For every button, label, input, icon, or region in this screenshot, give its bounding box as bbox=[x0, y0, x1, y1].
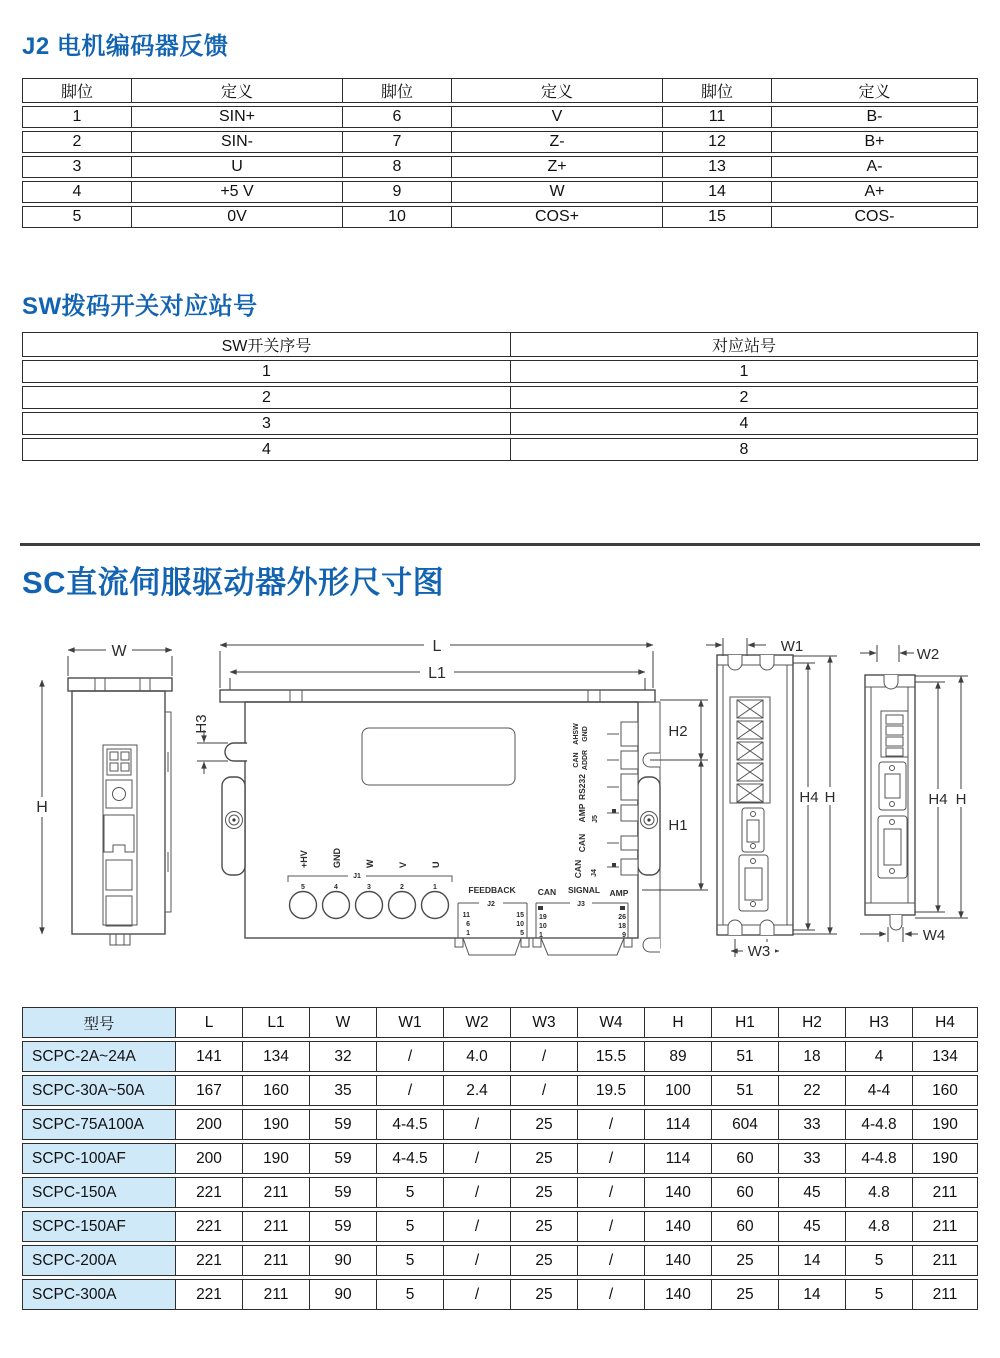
j2-title: FEEDBACK bbox=[468, 885, 516, 895]
table-cell: 89 bbox=[644, 1041, 711, 1072]
table-cell: 7 bbox=[342, 131, 451, 153]
header-cell: 型号 bbox=[22, 1007, 175, 1038]
table-cell: 114 bbox=[644, 1109, 711, 1140]
table-cell: 18 bbox=[778, 1041, 845, 1072]
table-cell: 211 bbox=[912, 1279, 978, 1310]
side-connector-label: AMP bbox=[577, 803, 587, 823]
table-cell: V bbox=[451, 106, 662, 128]
side-view-right bbox=[860, 645, 970, 944]
dim-label-w2: W2 bbox=[916, 646, 940, 663]
dim-label-w: W bbox=[111, 643, 127, 660]
table-cell: 221 bbox=[175, 1279, 242, 1310]
dim-label-h3: H3 bbox=[193, 714, 210, 734]
header-cell: 定义 bbox=[771, 78, 978, 103]
table-cell: / bbox=[443, 1109, 510, 1140]
table-row bbox=[22, 1177, 978, 1208]
table-cell: 221 bbox=[175, 1245, 242, 1276]
table-cell: 200 bbox=[175, 1143, 242, 1174]
pin-number: 1 bbox=[539, 932, 543, 939]
header-cell: 对应站号 bbox=[510, 332, 978, 357]
table-cell: 5 bbox=[376, 1245, 443, 1276]
table-cell: 221 bbox=[175, 1177, 242, 1208]
table-cell: B- bbox=[771, 106, 978, 128]
table-cell: 90 bbox=[309, 1279, 376, 1310]
terminal-block bbox=[737, 700, 763, 802]
dim-label-l: L bbox=[432, 638, 442, 655]
bottom-view bbox=[706, 638, 839, 960]
pin-number: 10 bbox=[539, 923, 547, 930]
table-cell: 3 bbox=[22, 412, 510, 435]
header-cell: 脚位 bbox=[342, 78, 451, 103]
table-cell: 2 bbox=[22, 131, 131, 153]
table-cell: 211 bbox=[242, 1177, 309, 1208]
header-cell: H4 bbox=[912, 1007, 978, 1038]
header-cell: H3 bbox=[845, 1007, 912, 1038]
dim-label-h4: H4 bbox=[928, 791, 948, 808]
table-cell: 45 bbox=[778, 1177, 845, 1208]
table-cell: 1 bbox=[510, 360, 978, 383]
table-cell: 4 bbox=[510, 412, 978, 435]
j3-label: J3 bbox=[577, 901, 585, 908]
j2-label: J2 bbox=[487, 901, 495, 908]
header-cell: L bbox=[175, 1007, 242, 1038]
table-cell: 10 bbox=[342, 206, 451, 228]
table-cell: 134 bbox=[912, 1041, 978, 1072]
table-cell: 1 bbox=[22, 360, 510, 383]
table-cell: 190 bbox=[912, 1143, 978, 1174]
table-cell: 5 bbox=[376, 1177, 443, 1208]
pin-number: 1 bbox=[466, 930, 470, 937]
table-cell: 211 bbox=[242, 1211, 309, 1242]
table-row bbox=[22, 106, 978, 128]
table-cell: 33 bbox=[778, 1143, 845, 1174]
pin-number: 6 bbox=[466, 921, 470, 928]
j3-signal-connector bbox=[536, 885, 629, 939]
table-cell: 25 bbox=[510, 1211, 577, 1242]
table-cell: SCPC-150A bbox=[22, 1177, 175, 1208]
terminal-label: +HV bbox=[299, 850, 309, 868]
table-cell: U bbox=[131, 156, 342, 178]
table-cell: 0V bbox=[131, 206, 342, 228]
dim-label-h: H bbox=[824, 789, 836, 806]
table-cell: / bbox=[577, 1143, 644, 1174]
table-cell: 211 bbox=[912, 1245, 978, 1276]
outline-dimension-diagram bbox=[0, 612, 1000, 1004]
header-cell: H2 bbox=[778, 1007, 845, 1038]
table-cell: 13 bbox=[662, 156, 771, 178]
table-cell: Z- bbox=[451, 131, 662, 153]
side-view-left bbox=[32, 641, 172, 945]
table-cell: 4-4 bbox=[845, 1075, 912, 1106]
table-cell: 140 bbox=[644, 1279, 711, 1310]
table-row bbox=[22, 1211, 978, 1242]
table-cell: 32 bbox=[309, 1041, 376, 1072]
table-cell: 5 bbox=[376, 1279, 443, 1310]
table-cell: 60 bbox=[711, 1143, 778, 1174]
table-cell: 4-4.5 bbox=[376, 1109, 443, 1140]
j3-amp-label: AMP bbox=[609, 888, 629, 898]
table-row bbox=[22, 412, 978, 435]
table-cell: SCPC-200A bbox=[22, 1245, 175, 1276]
table-cell: 167 bbox=[175, 1075, 242, 1106]
table-cell: 4.8 bbox=[845, 1211, 912, 1242]
j3-title: SIGNAL bbox=[567, 885, 601, 895]
pin-number: 18 bbox=[618, 923, 626, 930]
pin-number: 4 bbox=[334, 884, 338, 891]
pin-number: 5 bbox=[301, 884, 305, 891]
table-cell: 190 bbox=[242, 1143, 309, 1174]
pin-number: 11 bbox=[462, 912, 470, 919]
table-row bbox=[22, 1075, 978, 1106]
divider-line bbox=[20, 543, 980, 546]
table-cell: 4 bbox=[845, 1041, 912, 1072]
table-cell: 221 bbox=[175, 1211, 242, 1242]
terminal-label: V bbox=[398, 861, 408, 868]
table-cell: 25 bbox=[510, 1245, 577, 1276]
table-cell: 211 bbox=[242, 1245, 309, 1276]
front-view bbox=[193, 636, 708, 955]
table-cell: 4-4.8 bbox=[845, 1109, 912, 1140]
table-cell: 45 bbox=[778, 1211, 845, 1242]
j1-label: J1 bbox=[353, 873, 361, 880]
pin-number: 1 bbox=[433, 884, 437, 891]
table-row bbox=[22, 1109, 978, 1140]
pin-number: 15 bbox=[516, 912, 524, 919]
table-cell: 190 bbox=[242, 1109, 309, 1140]
table-cell: SCPC-2A~24A bbox=[22, 1041, 175, 1072]
table-cell: 140 bbox=[644, 1177, 711, 1208]
header-cell: 定义 bbox=[131, 78, 342, 103]
table-cell: B+ bbox=[771, 131, 978, 153]
table-cell: / bbox=[577, 1177, 644, 1208]
table-cell: SCPC-30A~50A bbox=[22, 1075, 175, 1106]
side-connector-label: CAN bbox=[577, 833, 587, 853]
dim-label-h1: H1 bbox=[668, 817, 688, 834]
dim-label-w4: W4 bbox=[922, 927, 946, 944]
header-cell: H bbox=[644, 1007, 711, 1038]
j3-can-label: CAN bbox=[537, 887, 557, 897]
dim-label-w1: W1 bbox=[780, 638, 804, 655]
table-cell: / bbox=[443, 1245, 510, 1276]
side-connector-label: GND bbox=[582, 726, 589, 742]
table-cell: 59 bbox=[309, 1211, 376, 1242]
table-cell: 59 bbox=[309, 1143, 376, 1174]
table-cell: 2 bbox=[510, 386, 978, 409]
table-cell: 5 bbox=[845, 1245, 912, 1276]
side-connector-label: CAN bbox=[573, 859, 583, 879]
table-cell: 4-4.5 bbox=[376, 1143, 443, 1174]
pin-number: 9 bbox=[622, 932, 626, 939]
table-cell: 35 bbox=[309, 1075, 376, 1106]
table-row bbox=[22, 206, 978, 228]
header-cell: 脚位 bbox=[22, 78, 131, 103]
header-cell: W3 bbox=[510, 1007, 577, 1038]
table-cell: / bbox=[443, 1279, 510, 1310]
table-row bbox=[22, 1041, 978, 1072]
table-cell: / bbox=[577, 1279, 644, 1310]
pin-number: 2 bbox=[400, 884, 404, 891]
table-cell: / bbox=[443, 1211, 510, 1242]
table-cell: 51 bbox=[711, 1075, 778, 1106]
table-cell: 25 bbox=[510, 1279, 577, 1310]
table-cell: Z+ bbox=[451, 156, 662, 178]
table-cell: W bbox=[451, 181, 662, 203]
table-cell: 15.5 bbox=[577, 1041, 644, 1072]
table-row bbox=[22, 360, 978, 383]
header-cell: W4 bbox=[577, 1007, 644, 1038]
table-cell: 60 bbox=[711, 1177, 778, 1208]
dim-label-h: H bbox=[955, 791, 967, 808]
table-cell: 190 bbox=[912, 1109, 978, 1140]
header-row bbox=[22, 1007, 978, 1038]
table-cell: 51 bbox=[711, 1041, 778, 1072]
table-cell: 4 bbox=[22, 181, 131, 203]
table-row bbox=[22, 181, 978, 203]
table-cell: 211 bbox=[242, 1279, 309, 1310]
encoder-section-title: J2 电机编码器反馈 bbox=[22, 33, 229, 60]
side-connector-label: RS232 bbox=[577, 774, 587, 800]
table-cell: 9 bbox=[342, 181, 451, 203]
table-cell: 160 bbox=[242, 1075, 309, 1106]
table-cell: A+ bbox=[771, 181, 978, 203]
table-cell: 5 bbox=[376, 1211, 443, 1242]
header-cell: L1 bbox=[242, 1007, 309, 1038]
table-cell: 59 bbox=[309, 1177, 376, 1208]
dim-label-h4: H4 bbox=[799, 789, 819, 806]
table-cell: 4 bbox=[22, 438, 510, 461]
sw-station-table bbox=[22, 329, 978, 464]
table-cell: 15 bbox=[662, 206, 771, 228]
table-cell: 25 bbox=[510, 1143, 577, 1174]
table-row bbox=[22, 1143, 978, 1174]
table-row bbox=[22, 386, 978, 409]
pin-number: 3 bbox=[367, 884, 371, 891]
table-cell: 14 bbox=[778, 1245, 845, 1276]
table-cell: 4.0 bbox=[443, 1041, 510, 1072]
table-cell: 211 bbox=[912, 1211, 978, 1242]
header-cell: SW开关序号 bbox=[22, 332, 510, 357]
table-cell: COS+ bbox=[451, 206, 662, 228]
pin-number: 26 bbox=[618, 914, 626, 921]
table-cell: 4-4.8 bbox=[845, 1143, 912, 1174]
table-cell: 160 bbox=[912, 1075, 978, 1106]
dim-label-h: H bbox=[36, 799, 48, 816]
table-cell: SIN+ bbox=[131, 106, 342, 128]
table-cell: / bbox=[443, 1143, 510, 1174]
table-cell: / bbox=[510, 1041, 577, 1072]
dimensions-section-title: SC直流伺服驱动器外形尺寸图 bbox=[22, 565, 445, 600]
table-cell: COS- bbox=[771, 206, 978, 228]
terminal-label: U bbox=[431, 861, 441, 868]
table-cell: 25 bbox=[510, 1109, 577, 1140]
header-row bbox=[22, 332, 978, 357]
table-cell: SCPC-150AF bbox=[22, 1211, 175, 1242]
table-cell: 90 bbox=[309, 1245, 376, 1276]
j1-terminals bbox=[288, 848, 452, 919]
table-cell: / bbox=[510, 1075, 577, 1106]
header-cell: 定义 bbox=[451, 78, 662, 103]
table-cell: SIN- bbox=[131, 131, 342, 153]
side-connector-label: CAN bbox=[573, 752, 580, 768]
table-cell: 140 bbox=[644, 1245, 711, 1276]
table-cell: 25 bbox=[711, 1245, 778, 1276]
header-cell: W bbox=[309, 1007, 376, 1038]
table-cell: 4.8 bbox=[845, 1177, 912, 1208]
table-cell: 60 bbox=[711, 1211, 778, 1242]
table-cell: 211 bbox=[912, 1177, 978, 1208]
table-cell: 2 bbox=[22, 386, 510, 409]
table-cell: 100 bbox=[644, 1075, 711, 1106]
side-connector-label: AHSW bbox=[573, 723, 580, 745]
table-cell: 25 bbox=[510, 1177, 577, 1208]
table-cell: 200 bbox=[175, 1109, 242, 1140]
header-cell: H1 bbox=[711, 1007, 778, 1038]
table-cell: 22 bbox=[778, 1075, 845, 1106]
table-cell: SCPC-300A bbox=[22, 1279, 175, 1310]
dim-label-h2: H2 bbox=[668, 723, 688, 740]
table-cell: / bbox=[443, 1177, 510, 1208]
table-row bbox=[22, 131, 978, 153]
table-cell: 6 bbox=[342, 106, 451, 128]
table-cell: 14 bbox=[778, 1279, 845, 1310]
table-cell: / bbox=[376, 1041, 443, 1072]
table-cell: 11 bbox=[662, 106, 771, 128]
sw-section-title: SW拨码开关对应站号 bbox=[22, 293, 258, 320]
table-cell: 33 bbox=[778, 1109, 845, 1140]
table-cell: 114 bbox=[644, 1143, 711, 1174]
table-cell: 8 bbox=[510, 438, 978, 461]
table-cell: A- bbox=[771, 156, 978, 178]
table-cell: 140 bbox=[644, 1211, 711, 1242]
table-cell: 5 bbox=[845, 1279, 912, 1310]
table-cell: 19.5 bbox=[577, 1075, 644, 1106]
table-cell: 14 bbox=[662, 181, 771, 203]
table-cell: 8 bbox=[342, 156, 451, 178]
table-row bbox=[22, 1279, 978, 1310]
table-cell: 141 bbox=[175, 1041, 242, 1072]
table-cell: / bbox=[577, 1109, 644, 1140]
header-row bbox=[22, 78, 978, 103]
table-cell: / bbox=[577, 1211, 644, 1242]
side-connector-tag: J5 bbox=[592, 815, 599, 823]
table-cell: 59 bbox=[309, 1109, 376, 1140]
j2-feedback-connector bbox=[458, 885, 527, 938]
pin-number: 19 bbox=[539, 914, 547, 921]
table-row bbox=[22, 1245, 978, 1276]
table-cell: 1 bbox=[22, 106, 131, 128]
table-cell: SCPC-100AF bbox=[22, 1143, 175, 1174]
header-cell: W2 bbox=[443, 1007, 510, 1038]
table-cell: / bbox=[577, 1245, 644, 1276]
encoder-feedback-table bbox=[22, 75, 978, 231]
pin-number: 5 bbox=[520, 930, 524, 937]
table-cell: 2.4 bbox=[443, 1075, 510, 1106]
side-connector-tag: J4 bbox=[591, 869, 598, 877]
side-connector-label: ADDR bbox=[582, 749, 589, 771]
table-row bbox=[22, 438, 978, 461]
outline-size-table bbox=[22, 1004, 978, 1313]
table-row bbox=[22, 156, 978, 178]
table-cell: SCPC-75A100A bbox=[22, 1109, 175, 1140]
table-cell: 25 bbox=[711, 1279, 778, 1310]
terminal-label: GND bbox=[332, 848, 342, 868]
header-cell: W1 bbox=[376, 1007, 443, 1038]
side-connector-stubs bbox=[573, 722, 638, 878]
table-cell: +5 V bbox=[131, 181, 342, 203]
terminal-label: W bbox=[365, 859, 375, 868]
table-cell: 12 bbox=[662, 131, 771, 153]
table-cell: 3 bbox=[22, 156, 131, 178]
table-cell: 134 bbox=[242, 1041, 309, 1072]
dim-label-l1: L1 bbox=[428, 665, 446, 682]
table-cell: 5 bbox=[22, 206, 131, 228]
pin-number: 10 bbox=[516, 921, 524, 928]
header-cell: 脚位 bbox=[662, 78, 771, 103]
dim-label-w3: W3 bbox=[747, 943, 771, 960]
table-cell: / bbox=[376, 1075, 443, 1106]
table-cell: 604 bbox=[711, 1109, 778, 1140]
